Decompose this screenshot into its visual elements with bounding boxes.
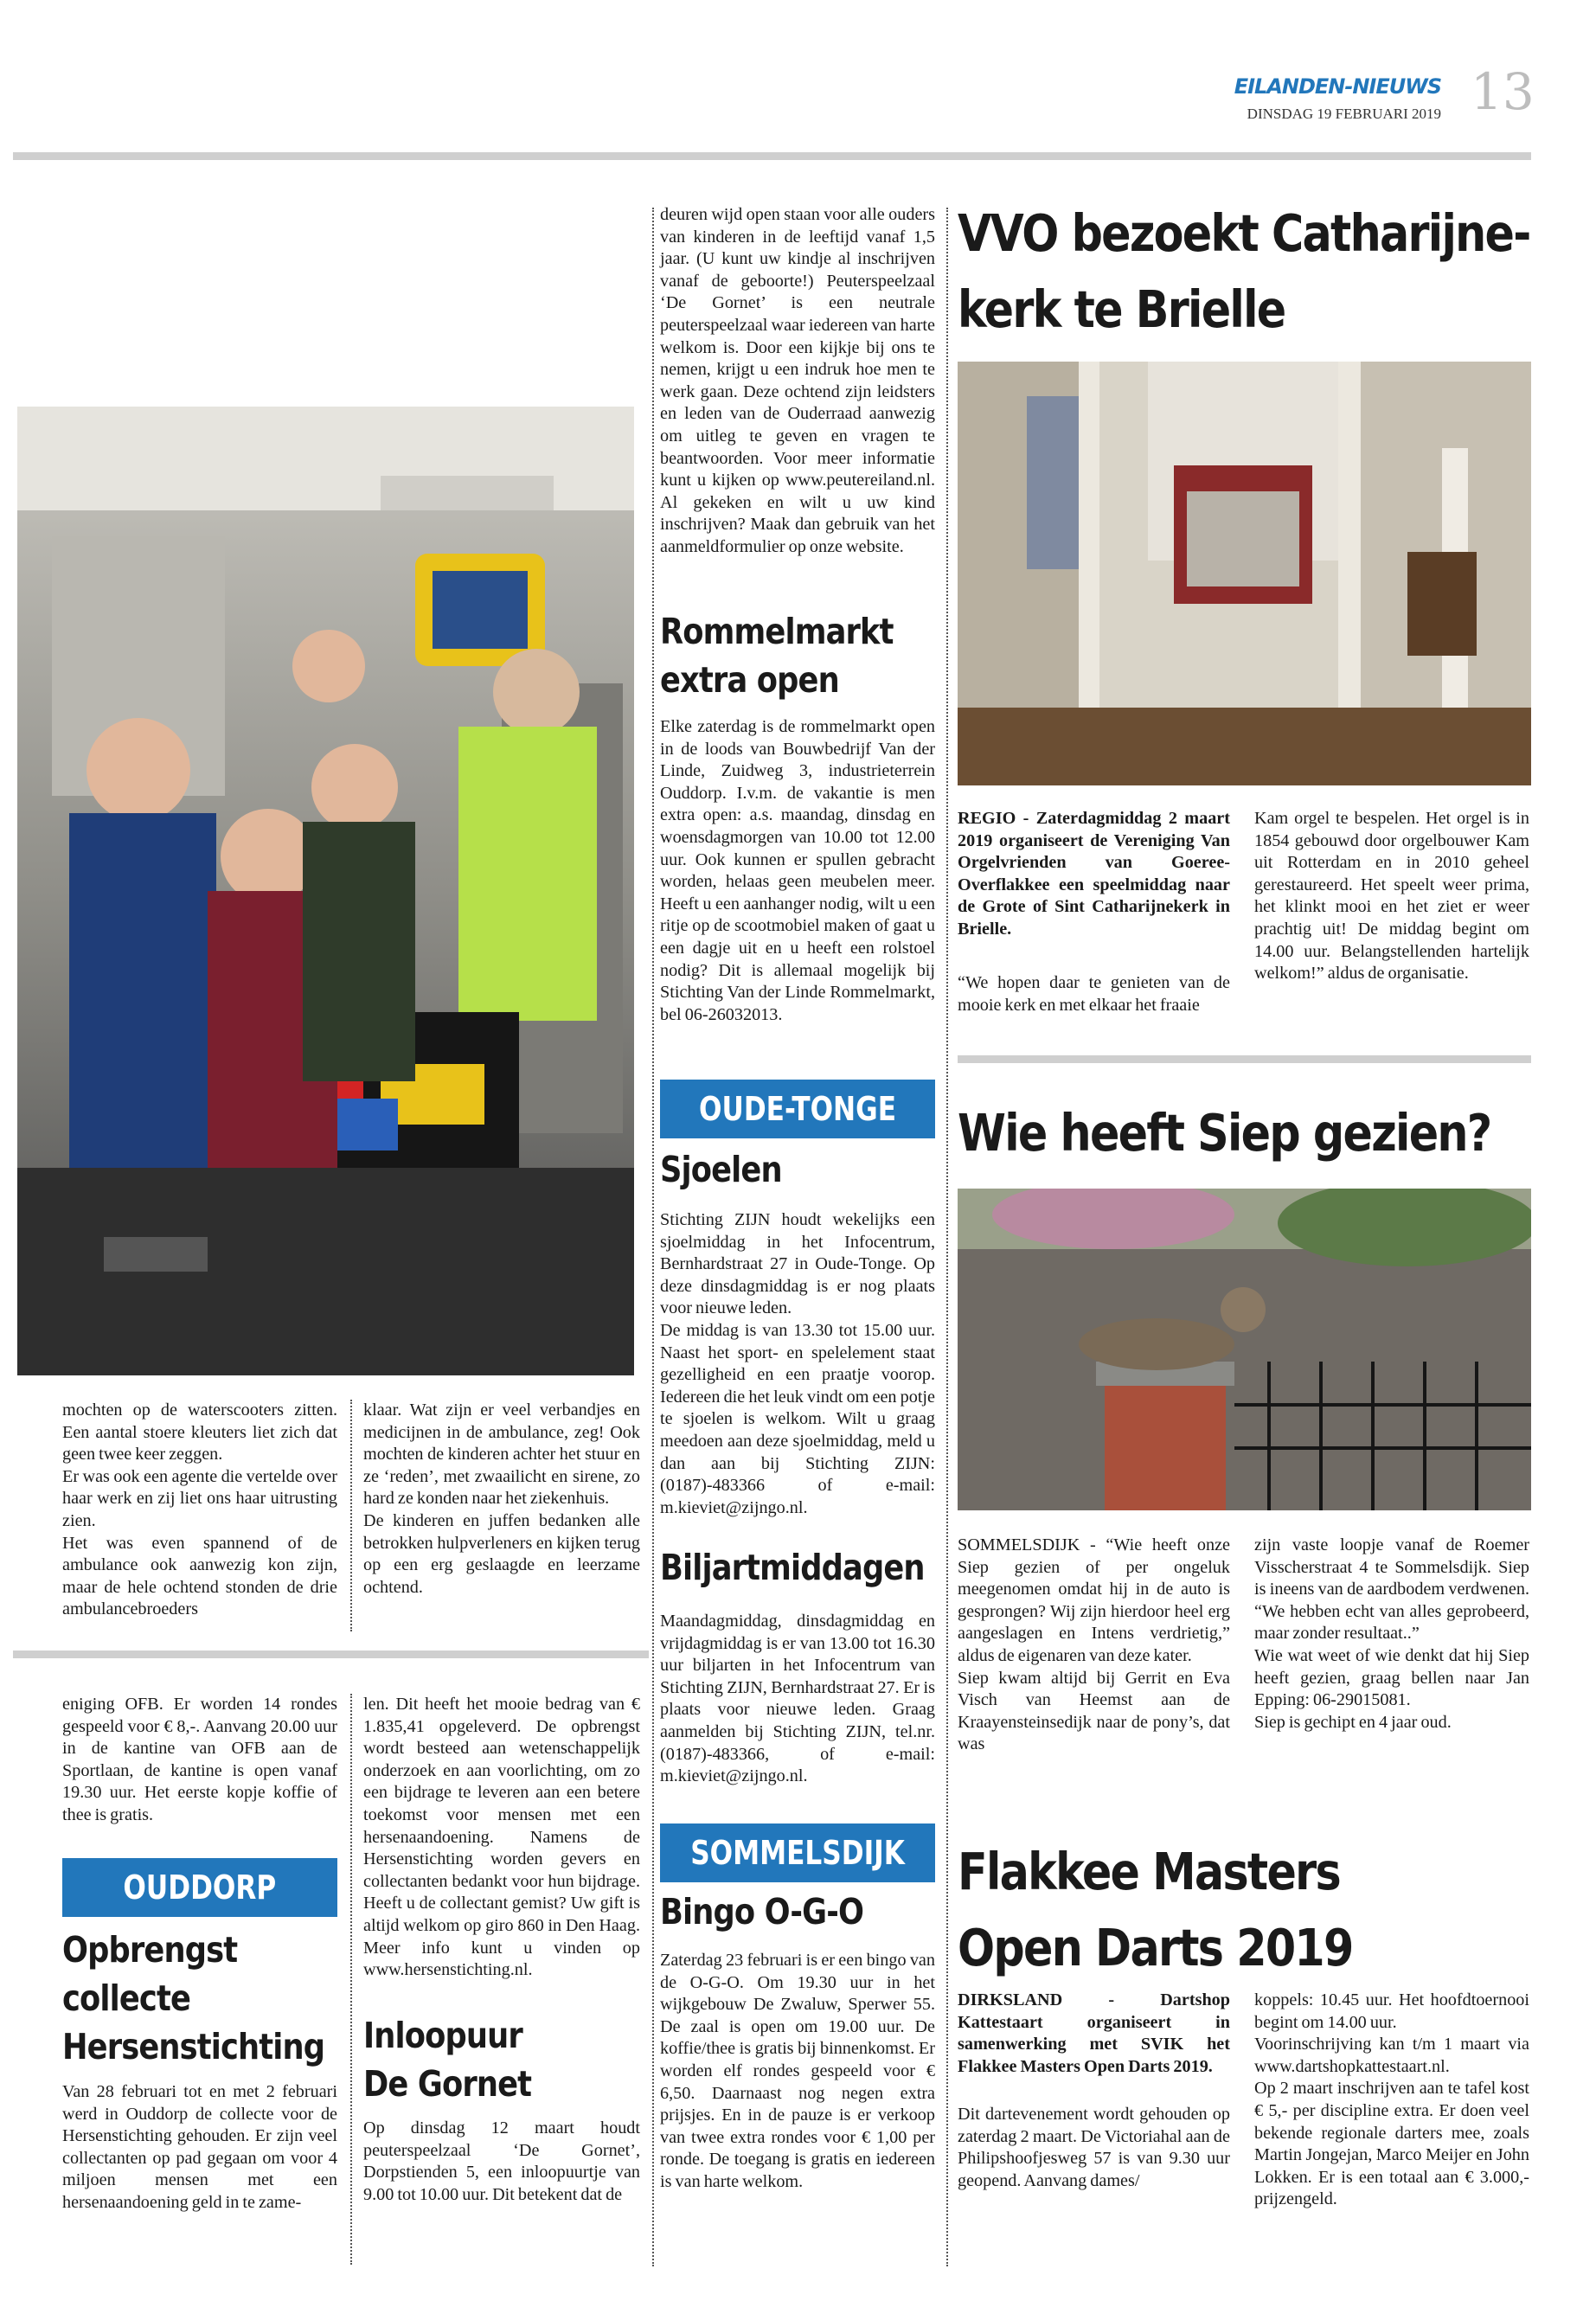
- ouddorp-banner-label: OUDDORP: [123, 1868, 277, 1907]
- masthead-rule: [13, 152, 1531, 160]
- ambulance-text-col1: mochten op de waterscooters zitten. Een aantal stoere kleuters liet zich dat geen twee keer zeggen. Er was ook een agente die vertelde over haar werk en zij liet ons haar uitrusting zien. Het was even spannend of de ambulance ook aanwezig kon zijn, maar de hele ochtend stonden de drie ambulancebroeders: [62, 1400, 337, 1619]
- section-rule-left: [13, 1650, 649, 1658]
- ambulance-photo-illustration: [17, 407, 634, 1375]
- section-rule-right: [958, 1055, 1531, 1063]
- ouddorp-headline: Opbrengst collecte Hersenstichting: [62, 1929, 325, 2067]
- oude-tonge-banner: [660, 1080, 935, 1138]
- sjoelen-text: Stichting ZIJN houdt wekelijks een sjoelmiddag in het Infocentrum, Bernhardstraat 27 in Oude-Tonge. Op deze dinsdagmiddag is er nog plaats voor nieuwe leden. De middag is van 13.30 tot 15.00 uur. Naast het sport- en spelelement staat gezelligheid en een praatje voorop. Iedereen die het leuk vindt om een potje te sjoelen is welkom. Wilt u graag meedoen aan deze sjoelmiddag, meld u dan aan bij Stichting ZIJN: (0187)-483366 of e-mail: m.kieviet@zijngo.nl.: [660, 1210, 935, 1517]
- ouddorp-text-col1: Van 28 februari tot en met 2 februari werd in Ouddorp de collecte voor de Hersenstichting gehouden. Er zijn veel collectanten op pad gegaan om voor 4 miljoen mensen met een hersenaandoening geld in te zame-: [62, 2082, 337, 2212]
- masthead: [1194, 71, 1453, 131]
- vvo-text-col2: Kam orgel te bespelen. Het orgel is in 1854 gebouwd door orgelbouwer Kam uit Rotterdam en in 2010 geheel gerestaureerd. Het speelt weer prima, het klinkt mooi en het ziet er weer prachtig uit! De middag begint om 14.00 uur. Belangstellenden hartelijk welkom!” aldus de organisatie.: [1254, 809, 1529, 984]
- col-divider-1: [350, 1400, 352, 1631]
- vvo-lead: REGIO - Zaterdagmiddag 2 maart 2019 organiseert de Vereniging Van Orgelvrienden van Goeree-Overflakkee een speelmiddag naar de Grote of Sint Catharijnekerk in Brielle.: [958, 809, 1230, 939]
- cat-photo-illustration: [958, 1189, 1531, 1510]
- vvo-headline: VVO bezoekt Catharijne- kerk te Brielle: [958, 203, 1530, 339]
- col-divider-4: [946, 208, 948, 2266]
- col-divider-2: [350, 1694, 352, 2265]
- page-number: 13: [1471, 62, 1535, 121]
- rommelmarkt-text: Elke zaterdag is de rommelmarkt open in de loods van Bouwbedrijf Van der Linde, Zuidweg 3, industrieterrein Ouddorp. I.v.m. de vakantie is men extra open: a.s. maandag, dinsdag en woensdagmorgen van 10.00 tot 12.00 uur. Ook kunnen er spullen gebracht worden, helaas geen meubelen meer. Heeft u een aanhanger nodig, wilt u een ritje op de scootmobiel maken of gaat u een dagje uit en u heeft een rolstoel nodig? Dit is allemaal mogelijk bij Stichting Van der Linde Rommelmarkt, bel 06-26032013.: [660, 717, 935, 1024]
- sjoelen-headline: Sjoelen: [660, 1149, 782, 1190]
- church-photo: [958, 362, 1531, 785]
- ouddorp-banner: [62, 1858, 337, 1917]
- vvo-text-col1: “We hopen daar te genieten van de mooie kerk en met elkaar het fraaie: [958, 973, 1230, 1015]
- inloopuur-continued: deuren wijd open staan voor alle ouders van kinderen in de leeftijd vanaf 1,5 jaar. (U kunt uw kindje al inschrijven vanaf de geboorte!) Peuterspeelzaal ‘De Gornet’ is een neutrale peuterspeelzaal waar iedereen van harte welkom is. Door een kijkje bij ons te nemen, krijgt u een indruk hoe men te werk gaan. Deze ochtend zijn leidsters en leden van de Ouderraad aanwezig om uitleg te geven en vragen te beantwoorden. Voor meer informatie kunt u kijken op www.peutereiland.nl. Al gekeken en wilt u uw kind inschrijven? Maak dan gebruik van het aanmeldformulier op onze website.: [660, 205, 935, 556]
- darts-text-col2: koppels: 10.45 uur. Het hoofdtoernooi begint om 14.00 uur. Voorinschrijving kan t/m 1 maart via www.dartshopkattestaart.nl. Op 2 maart inschrijven aan te tafel kost € 5,- per discipline extra. Er doen veel bekende regionale darters mee, zoals Martin Jongejan, Marco Meijer en John Lokken. Er is een totaal aan € 3.000,- prijzengeld.: [1254, 1990, 1529, 2209]
- darts-lead: DIRKSLAND - Dartshop Kattestaart organiseert in samenwerking met SVIK het Flakkee Masters Open Darts 2019.: [958, 1990, 1230, 2076]
- inloopuur-text: Op dinsdag 12 maart houdt peuterspeelzaal ‘De Gornet’, Dorpstienden 5, een inloopuurtje van 9.00 tot 10.00 uur. Dit betekent dat de: [363, 2118, 640, 2204]
- darts-headline: Flakkee Masters Open Darts 2019: [958, 1842, 1353, 1977]
- siep-text-col1: SOMMELSDIJK - “Wie heeft onze Siep gezien of per ongeluk meegenomen omdat hij in de auto is gesprongen? Wij zijn hierdoor heel erg aangeslagen en Intens verdrietig,” aldus de eigenaren van deze kater. Siep kwam altijd bij Gerrit en Eva Visch van Heemst aan de Kraayensteinsedijk naar de pony’s, dat was: [958, 1535, 1230, 1754]
- ambulance-text-col2: klaar. Wat zijn er veel verbandjes en medicijnen in de ambulance, zeg! Ook mochten de kinderen achter het stuur en ze ‘reden’, met zwaailicht en sirene, zo hard ze konden naar het ziekenhuis. De kinderen en juffen bedanken alle betrokken hulpverleners en kijken terug op een erg geslaagde en leerzame ochtend.: [363, 1400, 640, 1597]
- masthead-brand: EILANDEN-NIEUWS: [1234, 74, 1441, 99]
- oude-tonge-banner-label: OUDE-TONGE: [699, 1090, 896, 1128]
- ambulance-photo: [17, 407, 634, 1375]
- siep-text-col2: zijn vaste loopje vanaf de Roemer Visscherstraat 4 te Sommelsdijk. Siep is ineens van de aardbodem verdwenen. “We hebben echt van alles geprobeerd, maar zonder resultaat..” Wie wat weet of wie denkt dat hij Siep heeft gezien, graag bellen naar Jan Epping: 06-29015081. Siep is gechipt en 4 jaar oud.: [1254, 1535, 1529, 1732]
- bingo-text: Zaterdag 23 februari is er een bingo van de O-G-O. Om 19.30 uur in het wijkgebouw De Zwaluw, Sperwer 55. De zaal is open om 19.00 uur. De koffie/thee is gratis bij binnenkomst. Er worden elf rondes gespeeld voor € 6,50. Daarnaast nog negen extra prijsjes. En in de pauze is er verkoop van twee extra rondes voor € 1,00 per ronde. De toegang is gratis en iedereen is van harte welkom.: [660, 1951, 935, 2191]
- cat-photo: [958, 1189, 1531, 1510]
- inloopuur-headline: Inloopuur De Gornet: [363, 2015, 532, 2105]
- masthead-date: DINSDAG 19 FEBRUARI 2019: [1247, 106, 1441, 122]
- col-divider-3: [652, 208, 654, 2266]
- church-photo-illustration: [958, 362, 1531, 785]
- ofb-text: eniging OFB. Er worden 14 rondes gespeeld voor € 8,-. Aanvang 20.00 uur in de kantine van OFB aan de Sportlaan, de kantine is open vanaf 19.30 uur. Het eerste kopje koffie of thee is gratis.: [62, 1695, 337, 1824]
- siep-headline: Wie heeft Siep gezien?: [958, 1103, 1491, 1163]
- sommelsdijk-banner-label: SOMMELSDIJK: [690, 1834, 905, 1872]
- bingo-headline: Bingo O-G-O: [660, 1891, 864, 1932]
- biljart-text: Maandagmiddag, dinsdagmiddag en vrijdagmiddag is er van 13.00 tot 16.30 uur biljarten in het Infocentrum van Stichting ZIJN, Bernhardstraat 27. Er is plaats voor nieuwe leden. Graag aanmelden bij Stichting ZIJN, tel.nr. (0187)-483366, of e-mail: m.kieviet@zijngo.nl.: [660, 1612, 935, 1786]
- ouddorp-text-col2: len. Dit heeft het mooie bedrag van € 1.835,41 opgeleverd. De opbrengst wordt besteed aan wetenschappelijk onderzoek en aan voorlichting, om zo een bijdrage te leveren aan een betere toekomst voor mensen met een hersenaandoening. Namens de Hersenstichting worden gevers en collectanten bedankt voor hun bijdrage. Heeft u de collectant gemist? Uw gift is altijd welkom op giro 860 in Den Haag. Meer info kunt u vinden op www.hersenstichting.nl.: [363, 1695, 640, 1980]
- biljart-headline: Biljartmiddagen: [660, 1547, 925, 1588]
- sommelsdijk-banner: [660, 1823, 935, 1882]
- rommelmarkt-headline: Rommelmarkt extra open: [660, 611, 894, 701]
- darts-text-col1: Dit dartevenement wordt gehouden op zaterdag 2 maart. De Victoriahal aan de Philipshoofjesweg 57 is van 9.30 uur geopend. Aanvang dames/: [958, 2105, 1230, 2190]
